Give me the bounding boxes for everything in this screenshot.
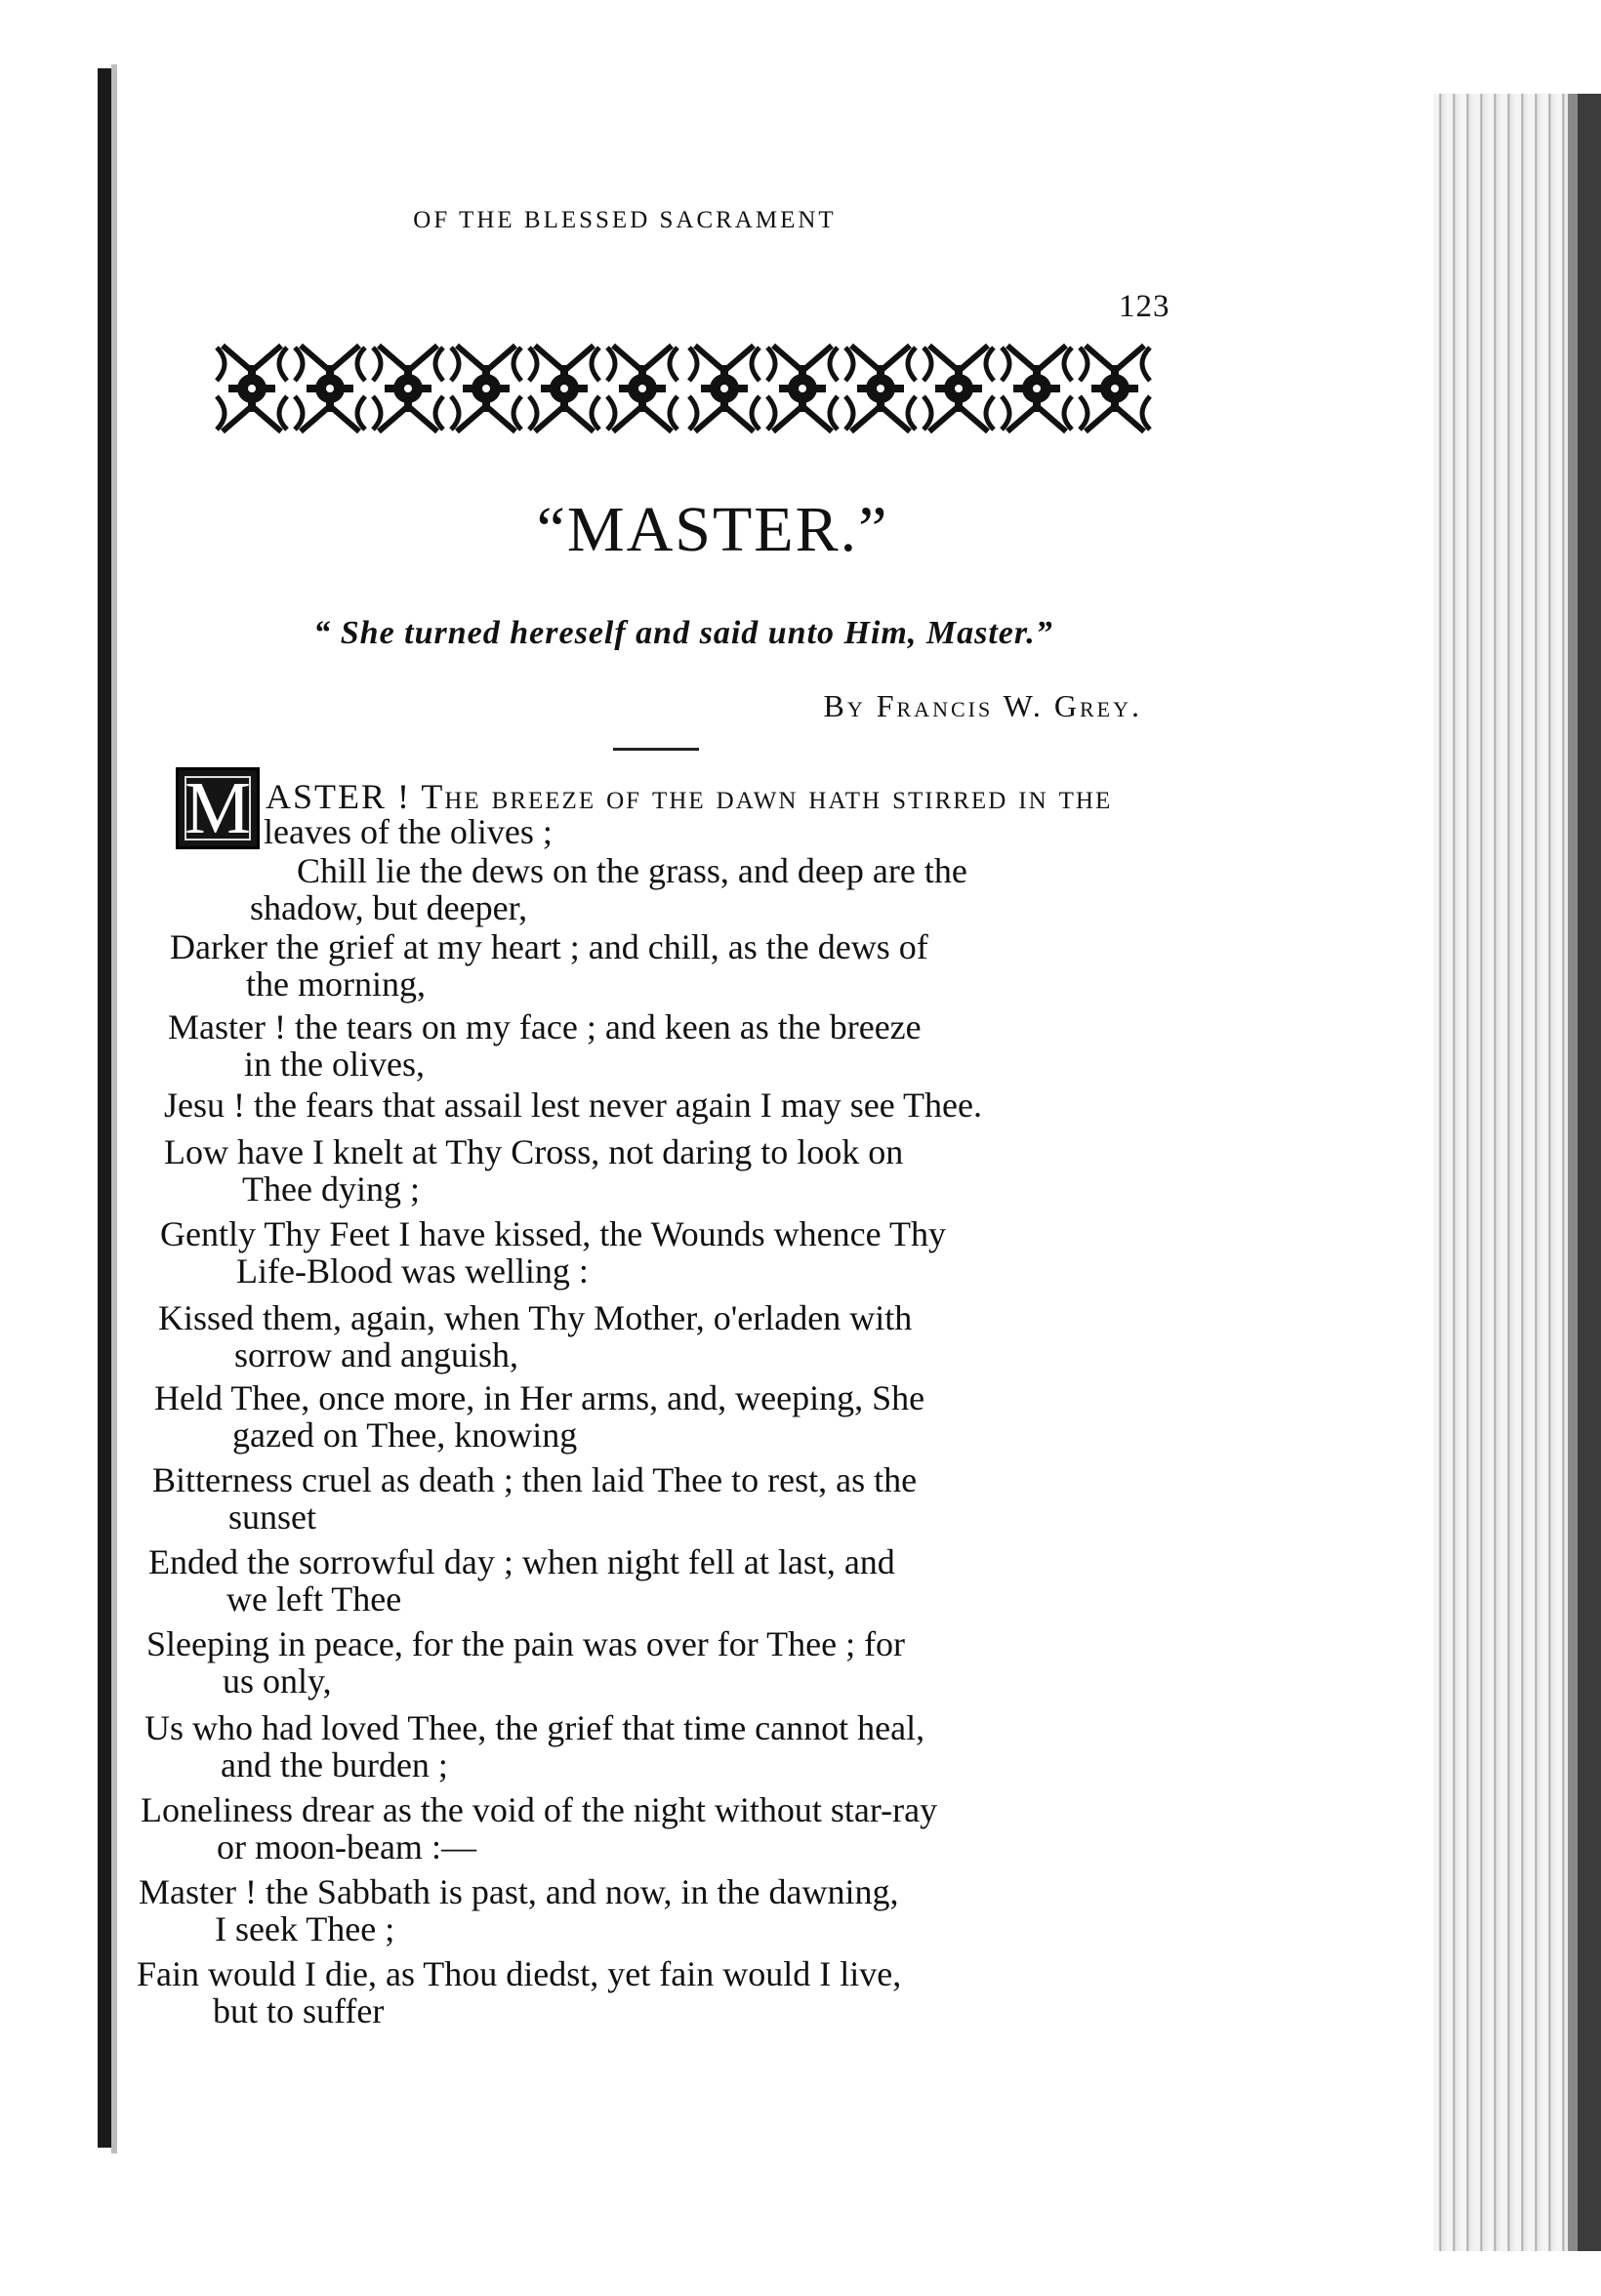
drop-cap-frame <box>185 776 251 840</box>
epigraph: “ She turned hereself and said unto Him, Master.” <box>313 615 1053 651</box>
poem-line: us only, <box>223 1661 332 1701</box>
poem-line: leaves of the olives ; <box>264 812 553 851</box>
drop-cap-letter: M <box>185 766 251 849</box>
poem-line: Master ! the tears on my face ; and keen as the breeze <box>168 1007 922 1046</box>
binding-shadow <box>98 68 111 2148</box>
poem-line: I seek Thee ; <box>215 1909 395 1948</box>
left-page-edge <box>0 0 105 2296</box>
byline: By Francis W. Grey. <box>823 688 1142 723</box>
running-head: OF THE BLESSED SACRAMENT <box>413 207 837 233</box>
poem-line: or moon-beam :— <box>217 1827 476 1866</box>
poem-line: sorrow and anguish, <box>234 1335 518 1374</box>
poem-line: Loneliness drear as the void of the night without star-ray <box>141 1790 938 1829</box>
first-line-text: ASTER ! The breeze of the dawn hath stirred in the <box>266 777 1113 816</box>
drop-cap <box>176 767 260 849</box>
poem-line: Kissed them, again, when Thy Mother, o'erladen with <box>158 1298 913 1337</box>
page-block-edges <box>1433 94 1601 2251</box>
poem-line: Fain would I die, as Thou diedst, yet fain would I live, <box>137 1954 902 1993</box>
decorative-border-ornament <box>213 342 1158 435</box>
poem-line: we left Thee <box>226 1579 402 1619</box>
poem-line: gazed on Thee, knowing <box>232 1415 578 1455</box>
poem-line: Low have I knelt at Thy Cross, not daring to look on <box>164 1132 904 1171</box>
poem-line: Ended the sorrowful day ; when night fell at last, and <box>148 1542 895 1581</box>
poem-line: Life-Blood was welling : <box>236 1251 589 1291</box>
poem-title: “MASTER.” <box>536 494 889 565</box>
poem-line: Thee dying ; <box>242 1169 420 1209</box>
poem-line: and the burden ; <box>221 1745 448 1784</box>
poem-line-first <box>266 777 1112 816</box>
poem-line: Darker the grief at my heart ; and chill, as the dews of <box>170 927 928 966</box>
cover-edge-inner <box>1568 94 1578 2251</box>
poem-line: shadow, but deeper, <box>250 888 528 927</box>
poem-line: Jesu ! the fears that assail lest never again I may see Thee. <box>164 1086 983 1125</box>
poem-line: Master ! the Sabbath is past, and now, in the dawning, <box>139 1872 899 1911</box>
divider-rule <box>613 748 699 751</box>
poem-line: Bitterness cruel as death ; then laid Thee to rest, as the <box>152 1460 918 1499</box>
poem-line: the morning, <box>246 964 426 1004</box>
poem-line: in the olives, <box>244 1045 425 1084</box>
poem-line: sunset <box>228 1497 316 1537</box>
poem-line: Sleeping in peace, for the pain was over for Thee ; for <box>146 1624 906 1663</box>
page-number: 123 <box>1119 289 1170 324</box>
poem-line: but to suffer <box>213 1991 385 2030</box>
cover-edge <box>1578 94 1601 2251</box>
poem-line: Us who had loved Thee, the grief that time cannot heal, <box>144 1708 925 1747</box>
poem-line: Chill lie the dews on the grass, and deep are the <box>297 851 967 890</box>
poem-line: Held Thee, once more, in Her arms, and, weeping, She <box>154 1378 925 1417</box>
poem-line: Gently Thy Feet I have kissed, the Wounds whence Thy <box>160 1214 946 1253</box>
